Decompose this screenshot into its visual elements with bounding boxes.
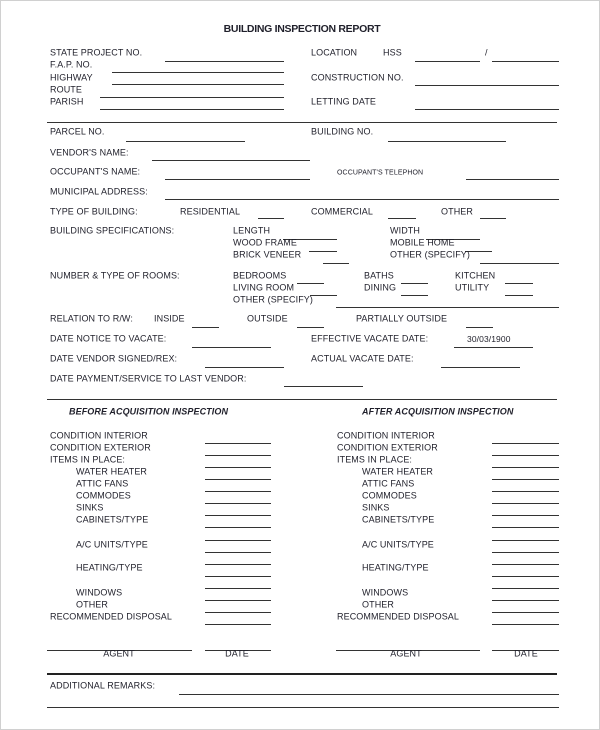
actual-vacate-label: ACTUAL VACATE DATE:	[311, 353, 414, 364]
before-inspection-field[interactable]	[205, 515, 271, 516]
utility-field[interactable]	[505, 295, 533, 296]
slash-separator: /	[485, 47, 488, 58]
occupant-name-label: OCCUPANT'S NAME:	[50, 166, 141, 177]
bedrooms-label: BEDROOMS	[233, 270, 287, 281]
relation-label: RELATION TO R/W:	[50, 313, 133, 324]
before-inspection-field[interactable]	[205, 624, 271, 625]
after-inspection-item-label: WINDOWS	[362, 587, 409, 598]
width-label: WIDTH	[390, 225, 420, 236]
state-project-field[interactable]	[165, 61, 284, 62]
before-inspection-field[interactable]	[205, 503, 271, 504]
before-inspection-item-label: CABINETS/TYPE	[76, 514, 149, 525]
commercial-field[interactable]	[388, 218, 416, 219]
after-inspection-field[interactable]	[492, 491, 559, 492]
after-inspection-item-label: CONDITION EXTERIOR	[337, 442, 438, 453]
remarks-field-2[interactable]	[47, 707, 559, 708]
after-inspection-item-label: RECOMMENDED DISPOSAL	[337, 611, 460, 622]
rooms-label: NUMBER & TYPE OF ROOMS:	[50, 270, 180, 281]
report-title: BUILDING INSPECTION REPORT	[223, 22, 381, 35]
parish-label: PARISH	[50, 96, 84, 107]
after-inspection-field[interactable]	[492, 527, 559, 528]
vendor-name-label: VENDOR'S NAME:	[50, 147, 129, 158]
divider	[47, 399, 557, 400]
after-inspection-field[interactable]	[492, 552, 559, 553]
date-notice-label: DATE NOTICE TO VACATE:	[50, 333, 167, 344]
date-vendor-signed-field[interactable]	[205, 367, 284, 368]
effective-vacate-field[interactable]	[454, 347, 533, 348]
before-inspection-field[interactable]	[205, 455, 271, 456]
length-label: LENGTH	[233, 225, 271, 236]
before-inspection-item-label: OTHER	[76, 599, 108, 610]
hss-label: HSS	[383, 47, 402, 58]
before-inspection-item-label: ITEMS IN PLACE:	[50, 454, 126, 465]
before-inspection-item-label: ATTIC FANS	[76, 478, 129, 489]
after-inspection-item-label: ATTIC FANS	[362, 478, 415, 489]
baths-field[interactable]	[401, 283, 428, 284]
date-payment-field[interactable]	[284, 386, 363, 387]
thick-divider	[47, 673, 557, 675]
after-inspection-field[interactable]	[492, 588, 559, 589]
before-inspection-item-label: CONDITION INTERIOR	[50, 430, 148, 441]
vendor-name-field[interactable]	[152, 160, 310, 161]
building-no-label: BUILDING NO.	[311, 126, 374, 137]
other-building-field[interactable]	[480, 218, 506, 219]
before-inspection-field[interactable]	[205, 564, 271, 565]
parcel-field[interactable]	[126, 141, 245, 142]
building-specs-label: BUILDING SPECIFICATIONS:	[50, 225, 175, 236]
brick-veneer-label: BRICK VENEER	[233, 249, 302, 260]
actual-vacate-field[interactable]	[441, 367, 520, 368]
route-label: ROUTE	[50, 84, 82, 95]
before-date-label: DATE	[225, 648, 249, 659]
occupant-telephone-field[interactable]	[466, 179, 559, 180]
after-inspection-item-label: CABINETS/TYPE	[362, 514, 435, 525]
before-inspection-item-label: WATER HEATER	[76, 466, 148, 477]
after-inspection-field[interactable]	[492, 515, 559, 516]
date-vendor-signed-label: DATE VENDOR SIGNED/REX:	[50, 353, 178, 364]
municipal-address-field[interactable]	[165, 199, 559, 200]
before-inspection-item-label: A/C UNITS/TYPE	[76, 539, 148, 550]
location-label: LOCATION	[311, 47, 358, 58]
highway-label: HIGHWAY	[50, 72, 93, 83]
dining-label: DINING	[364, 282, 397, 293]
before-inspection-item-label: COMMODES	[76, 490, 131, 501]
before-inspection-field[interactable]	[205, 588, 271, 589]
letting-date-label: LETTING DATE	[311, 96, 377, 107]
before-inspection-item-label: SINKS	[76, 502, 104, 513]
residential-field[interactable]	[258, 218, 284, 219]
hss-field-1[interactable]	[415, 61, 480, 62]
before-inspection-field[interactable]	[205, 467, 271, 468]
living-room-field[interactable]	[310, 295, 337, 296]
date-payment-label: DATE PAYMENT/SERVICE TO LAST VENDOR:	[50, 373, 247, 384]
construction-label: CONSTRUCTION NO.	[311, 72, 404, 83]
dining-field[interactable]	[401, 295, 428, 296]
mobile-home-label: MOBILE HOME	[390, 237, 455, 248]
after-inspection-item-label: A/C UNITS/TYPE	[362, 539, 434, 550]
wood-frame-field[interactable]	[309, 251, 337, 252]
outside-label: OUTSIDE	[247, 313, 288, 324]
fap-field[interactable]	[112, 72, 284, 73]
route-field[interactable]	[100, 97, 284, 98]
divider	[47, 122, 557, 123]
after-inspection-item-label: CONDITION INTERIOR	[337, 430, 435, 441]
after-inspection-field[interactable]	[492, 576, 559, 577]
after-agent-label: AGENT	[390, 648, 422, 659]
letting-date-field[interactable]	[415, 109, 559, 110]
building-no-field[interactable]	[388, 141, 506, 142]
other-building-label: OTHER	[441, 206, 473, 217]
after-inspection-field[interactable]	[492, 612, 559, 613]
after-inspection-field[interactable]	[492, 624, 559, 625]
brick-veneer-field[interactable]	[323, 263, 349, 264]
after-inspection-item-label: OTHER	[362, 599, 394, 610]
municipal-address-label: MUNICIPAL ADDRESS:	[50, 186, 148, 197]
living-room-label: LIVING ROOM	[233, 282, 295, 293]
other-spec-field[interactable]	[480, 263, 559, 264]
other-spec-label: OTHER (SPECIFY)	[390, 249, 471, 260]
baths-label: BATHS	[364, 270, 394, 281]
before-inspection-item-label: HEATING/TYPE	[76, 562, 143, 573]
outside-field[interactable]	[297, 327, 324, 328]
after-inspection-item-label: HEATING/TYPE	[362, 562, 429, 573]
before-inspection-field[interactable]	[205, 491, 271, 492]
after-inspection-field[interactable]	[492, 443, 559, 444]
other-rooms-field[interactable]	[336, 307, 559, 308]
before-inspection-field[interactable]	[205, 552, 271, 553]
before-inspection-heading: BEFORE ACQUISITION INSPECTION	[69, 406, 229, 417]
remarks-field-1[interactable]	[179, 694, 559, 695]
partially-outside-field[interactable]	[466, 327, 493, 328]
before-agent-label: AGENT	[103, 648, 135, 659]
after-inspection-item-label: SINKS	[362, 502, 390, 513]
before-inspection-item-label: RECOMMENDED DISPOSAL	[50, 611, 173, 622]
before-inspection-field[interactable]	[205, 527, 271, 528]
construction-field[interactable]	[415, 85, 559, 86]
after-inspection-item-label: WATER HEATER	[362, 466, 434, 477]
parcel-label: PARCEL NO.	[50, 126, 105, 137]
wood-frame-label: WOOD FRAME	[233, 237, 297, 248]
before-inspection-field[interactable]	[205, 612, 271, 613]
partially-outside-label: PARTIALLY OUTSIDE	[356, 313, 448, 324]
type-of-building-label: TYPE OF BUILDING:	[50, 206, 138, 217]
occupant-name-field[interactable]	[165, 179, 310, 180]
date-notice-field[interactable]	[192, 347, 271, 348]
after-inspection-field[interactable]	[492, 467, 559, 468]
inside-label: INSIDE	[154, 313, 185, 324]
bedrooms-field[interactable]	[297, 283, 324, 284]
after-inspection-item-label: ITEMS IN PLACE:	[337, 454, 413, 465]
kitchen-label: KITCHEN	[455, 270, 496, 281]
fap-label: F.A.P. NO.	[50, 59, 93, 70]
state-project-label: STATE PROJECT NO.	[50, 47, 143, 58]
before-inspection-item-label: CONDITION EXTERIOR	[50, 442, 151, 453]
after-inspection-field[interactable]	[492, 540, 559, 541]
effective-vacate-value[interactable]: 30/03/1900	[467, 333, 511, 344]
residential-label: RESIDENTIAL	[180, 206, 241, 217]
parish-field[interactable]	[100, 109, 284, 110]
before-inspection-field[interactable]	[205, 540, 271, 541]
additional-remarks-label: ADDITIONAL REMARKS:	[50, 680, 156, 691]
other-rooms-label: OTHER (SPECIFY)	[233, 294, 314, 305]
before-inspection-field[interactable]	[205, 479, 271, 480]
utility-label: UTILITY	[455, 282, 490, 293]
occupant-telephone-label: OCCUPANT'S TELEPHON	[337, 169, 424, 177]
after-inspection-item-label: COMMODES	[362, 490, 417, 501]
after-inspection-field[interactable]	[492, 455, 559, 456]
effective-vacate-label: EFFECTIVE VACATE DATE:	[311, 333, 429, 344]
highway-field[interactable]	[112, 84, 284, 85]
after-inspection-heading: AFTER ACQUISITION INSPECTION	[362, 406, 514, 417]
commercial-label: COMMERCIAL	[311, 206, 374, 217]
before-inspection-field[interactable]	[205, 576, 271, 577]
after-inspection-field[interactable]	[492, 479, 559, 480]
inside-field[interactable]	[192, 327, 219, 328]
after-inspection-field[interactable]	[492, 564, 559, 565]
after-inspection-field[interactable]	[492, 600, 559, 601]
before-inspection-field[interactable]	[205, 600, 271, 601]
before-inspection-item-label: WINDOWS	[76, 587, 123, 598]
after-date-label: DATE	[514, 648, 538, 659]
before-inspection-field[interactable]	[205, 443, 271, 444]
kitchen-field[interactable]	[505, 283, 533, 284]
after-inspection-field[interactable]	[492, 503, 559, 504]
hss-field-2[interactable]	[492, 61, 559, 62]
